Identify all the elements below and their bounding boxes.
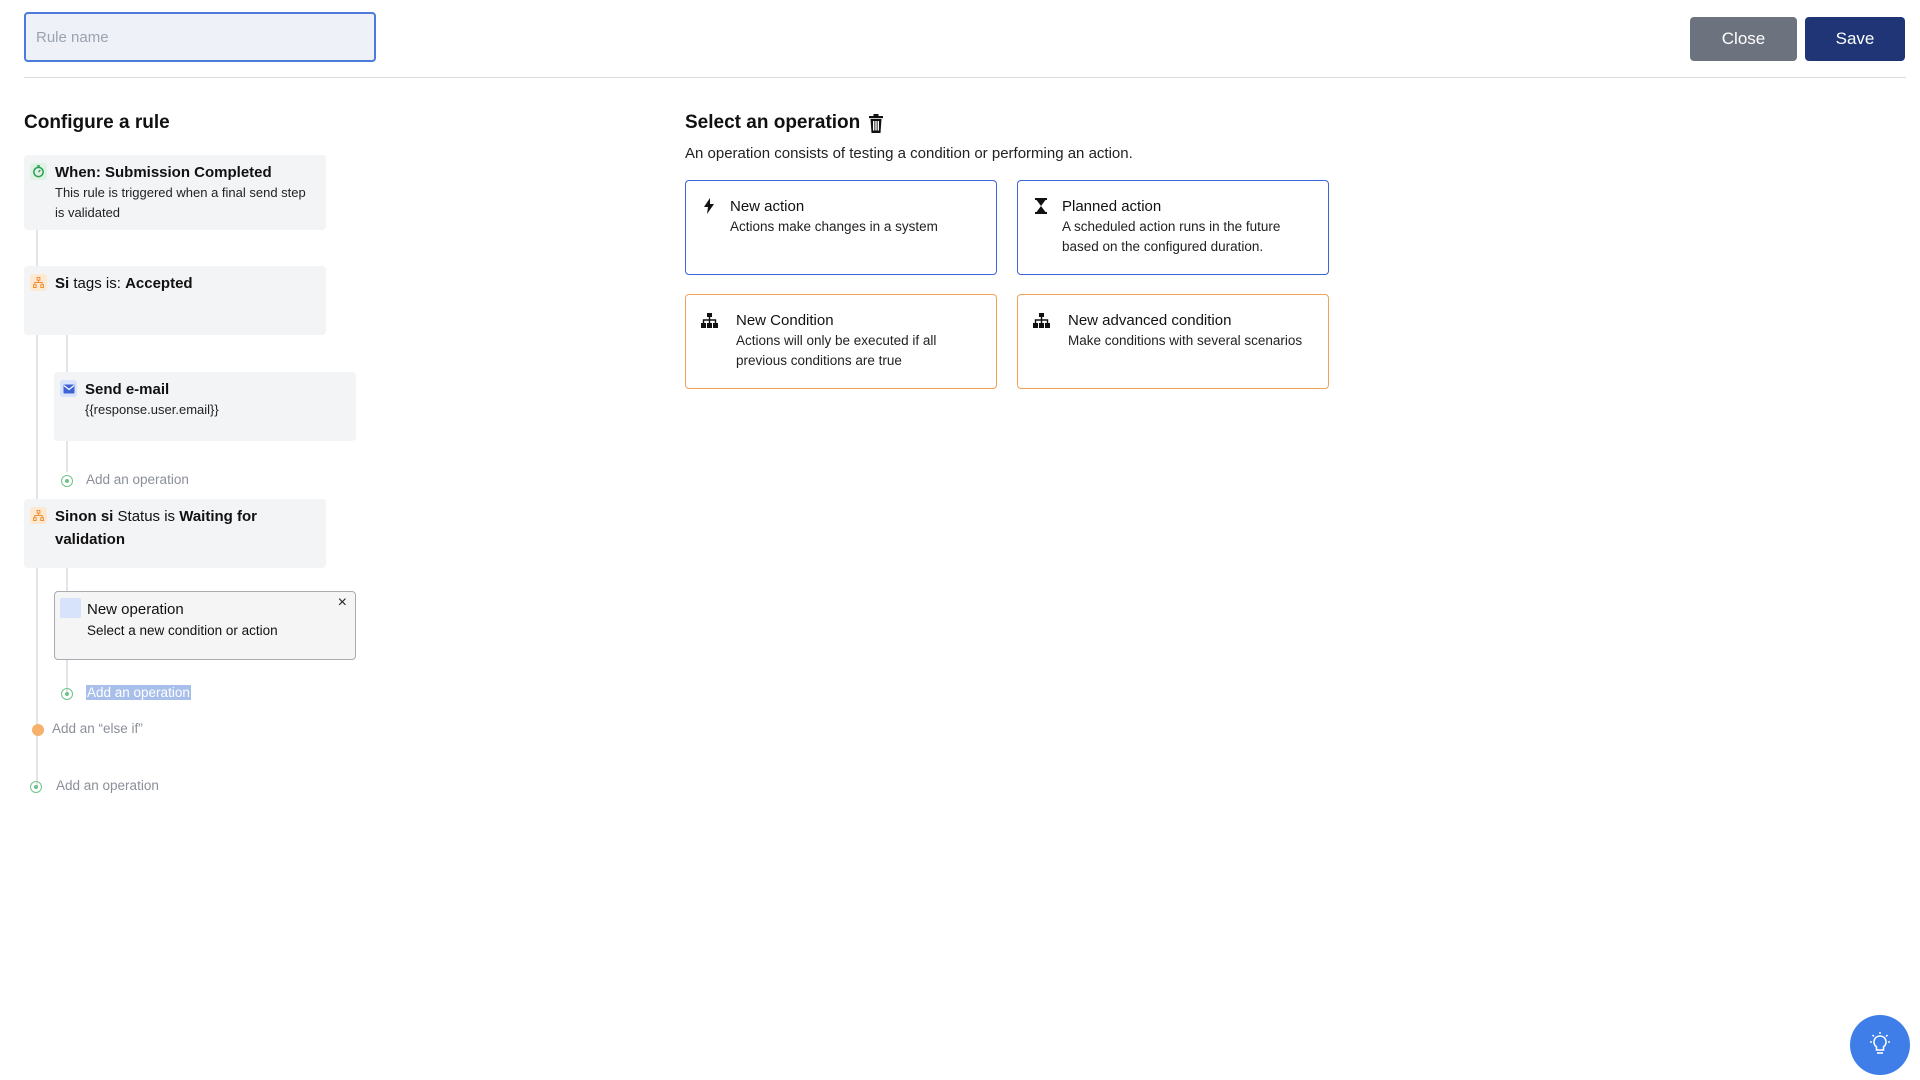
rule-name-input[interactable] (24, 12, 376, 62)
option-description: Actions will only be executed if all previous conditions are true (736, 333, 937, 368)
configure-rule-title: Configure a rule (24, 112, 170, 133)
send-email-title: Send e-mail (85, 381, 170, 398)
if-field: tags is: (73, 275, 121, 292)
condition-tree-icon (30, 274, 47, 291)
connector-line (36, 335, 38, 500)
header-divider (24, 77, 1906, 78)
option-new-action[interactable] (685, 180, 997, 275)
sitemap-icon (700, 311, 718, 329)
sitemap-icon (1032, 311, 1050, 329)
add-operation-link[interactable] (86, 685, 191, 700)
else-if-prefix: Sinon si (55, 508, 114, 525)
add-else-if-link[interactable]: Add an “else if” (52, 721, 143, 736)
else-if-condition-node[interactable] (24, 499, 326, 568)
lightbulb-help-button[interactable] (1850, 1015, 1910, 1075)
send-email-node[interactable] (54, 372, 356, 441)
option-planned-action[interactable] (1017, 180, 1329, 275)
trigger-description: This rule is triggered when a final send step is validated (55, 185, 306, 220)
option-title: New action (730, 198, 805, 215)
add-operation-icon[interactable] (61, 688, 73, 700)
add-operation-link[interactable]: Add an operation (56, 778, 159, 793)
else-if-condition-text (55, 505, 295, 551)
option-description: Make conditions with several scenarios (1068, 333, 1303, 348)
send-email-description: {{response.user.email}} (85, 402, 219, 417)
mail-icon (60, 380, 77, 397)
add-else-if-dot[interactable] (32, 724, 44, 736)
if-condition-text (55, 272, 193, 295)
new-operation-title: New operation (87, 601, 184, 618)
new-operation-card[interactable] (54, 591, 356, 660)
trash-icon[interactable] (868, 114, 884, 133)
add-operation-link[interactable]: Add an operation (86, 472, 189, 487)
select-operation-title: Select an operation (685, 112, 861, 133)
add-operation-icon[interactable] (30, 781, 42, 793)
close-button[interactable]: Close (1690, 17, 1797, 61)
option-title: New Condition (736, 312, 834, 329)
timer-icon (30, 163, 47, 180)
else-if-field: Status is (117, 508, 176, 525)
option-new-advanced-condition[interactable] (1017, 294, 1329, 389)
if-value: Accepted (125, 275, 193, 292)
placeholder-icon (60, 598, 81, 618)
option-title: Planned action (1062, 198, 1162, 215)
if-condition-node[interactable] (24, 266, 326, 335)
hourglass-icon (1032, 197, 1050, 215)
add-operation-icon[interactable] (61, 475, 73, 487)
trigger-node[interactable] (24, 155, 326, 230)
lightning-icon (700, 197, 718, 215)
option-description: A scheduled action runs in the future based on the configured duration. (1062, 219, 1281, 254)
new-operation-description: Select a new condition or action (87, 623, 278, 638)
lightbulb-icon (1868, 1032, 1892, 1058)
option-title: New advanced condition (1068, 312, 1232, 329)
trigger-title: When: Submission Completed (55, 164, 272, 181)
save-button[interactable]: Save (1805, 17, 1905, 61)
condition-tree-icon (30, 507, 47, 524)
select-operation-header (685, 112, 884, 134)
if-prefix: Si (55, 275, 70, 292)
option-new-condition[interactable] (685, 294, 997, 389)
add-operation-selected-text: Add an operation (87, 685, 190, 700)
connector-line (36, 568, 38, 788)
option-description: Actions make changes in a system (730, 219, 938, 234)
connector-line (36, 230, 38, 266)
else-if-value: Waiting for validation (55, 508, 257, 548)
select-operation-subtitle: An operation consists of testing a condition or performing an action. (685, 145, 1133, 162)
close-icon[interactable]: × (337, 594, 347, 611)
